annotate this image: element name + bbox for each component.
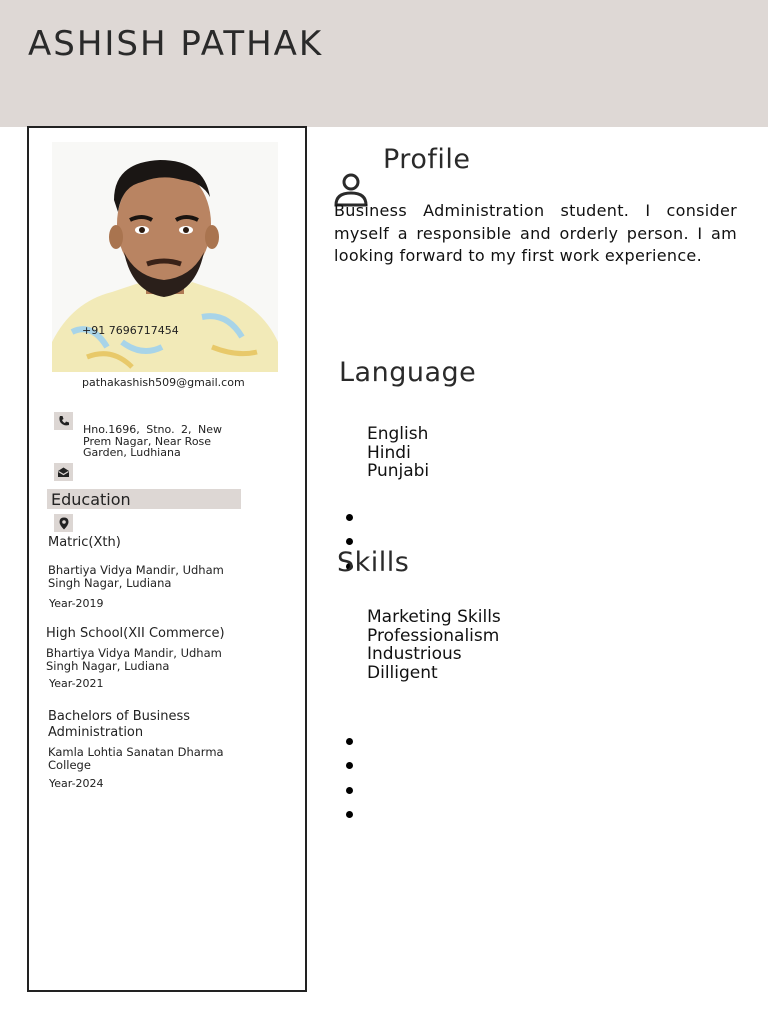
profile-text: Business Administration student. I consider myself a responsible and orderly person. I am looking forward to my first work experience.	[334, 201, 737, 265]
edu-3-school-line-2: College	[48, 758, 91, 772]
edu-1-year: Year-2019	[49, 597, 104, 610]
edu-2-year: Year-2021	[49, 677, 104, 690]
location-icon	[54, 514, 73, 532]
skills-heading: Skills	[337, 547, 410, 578]
language-heading: Language	[339, 357, 477, 388]
person-name: ASHISH PATHAK	[28, 24, 324, 64]
bullet-dot	[346, 762, 353, 769]
bullet-dot	[346, 787, 353, 794]
language-list	[367, 425, 429, 481]
bullet-dot	[346, 811, 353, 818]
edu-2-school-line-1: Bhartiya Vidya Mandir, Udham	[46, 646, 222, 660]
edu-1-school-line-1: Bhartiya Vidya Mandir, Udham	[48, 563, 224, 577]
edu-3-school-line-1: Kamla Lohtia Sanatan Dharma	[48, 745, 224, 759]
bullet-dot	[346, 538, 353, 545]
edu-1-degree: Matric(Xth)	[48, 535, 121, 550]
address-line-2: Prem Nagar, Near Rose	[83, 435, 212, 448]
skills-list	[367, 608, 501, 682]
skill-item: Marketing Skills	[367, 607, 501, 627]
education-heading: Education	[51, 490, 131, 509]
phone-icon	[54, 412, 73, 430]
edu-3-degree-line-1: Bachelors of Business	[48, 709, 191, 724]
address-line-3: Garden, Ludhiana	[83, 446, 181, 459]
email-address: pathakashish509@gmail.com	[82, 376, 245, 389]
skill-item: Professionalism	[367, 625, 500, 646]
skill-item: Industrious	[367, 644, 462, 664]
skill-item: Dilligent	[367, 662, 438, 683]
address-line-1: Hno.1696, Stno. 2, New	[83, 423, 223, 436]
edu-2-school-line-2: Singh Nagar, Ludiana	[46, 659, 170, 673]
edu-3-degree-line-2: Administration	[48, 725, 144, 740]
bullet-dot	[346, 514, 353, 521]
edu-3-year: Year-2024	[49, 777, 104, 790]
language-item: English	[367, 424, 429, 444]
language-item: Hindi	[367, 442, 411, 463]
email-icon	[54, 463, 73, 481]
edu-1-school-line-2: Singh Nagar, Ludiana	[48, 576, 172, 590]
profile-photo	[52, 142, 278, 372]
profile-heading: Profile	[383, 144, 471, 175]
language-item: Punjabi	[367, 461, 430, 481]
bullet-dot	[346, 738, 353, 745]
phone-number: +91 7696717454	[82, 324, 179, 337]
edu-2-degree: High School(XII Commerce)	[46, 626, 225, 641]
education-heading-band	[47, 489, 241, 509]
